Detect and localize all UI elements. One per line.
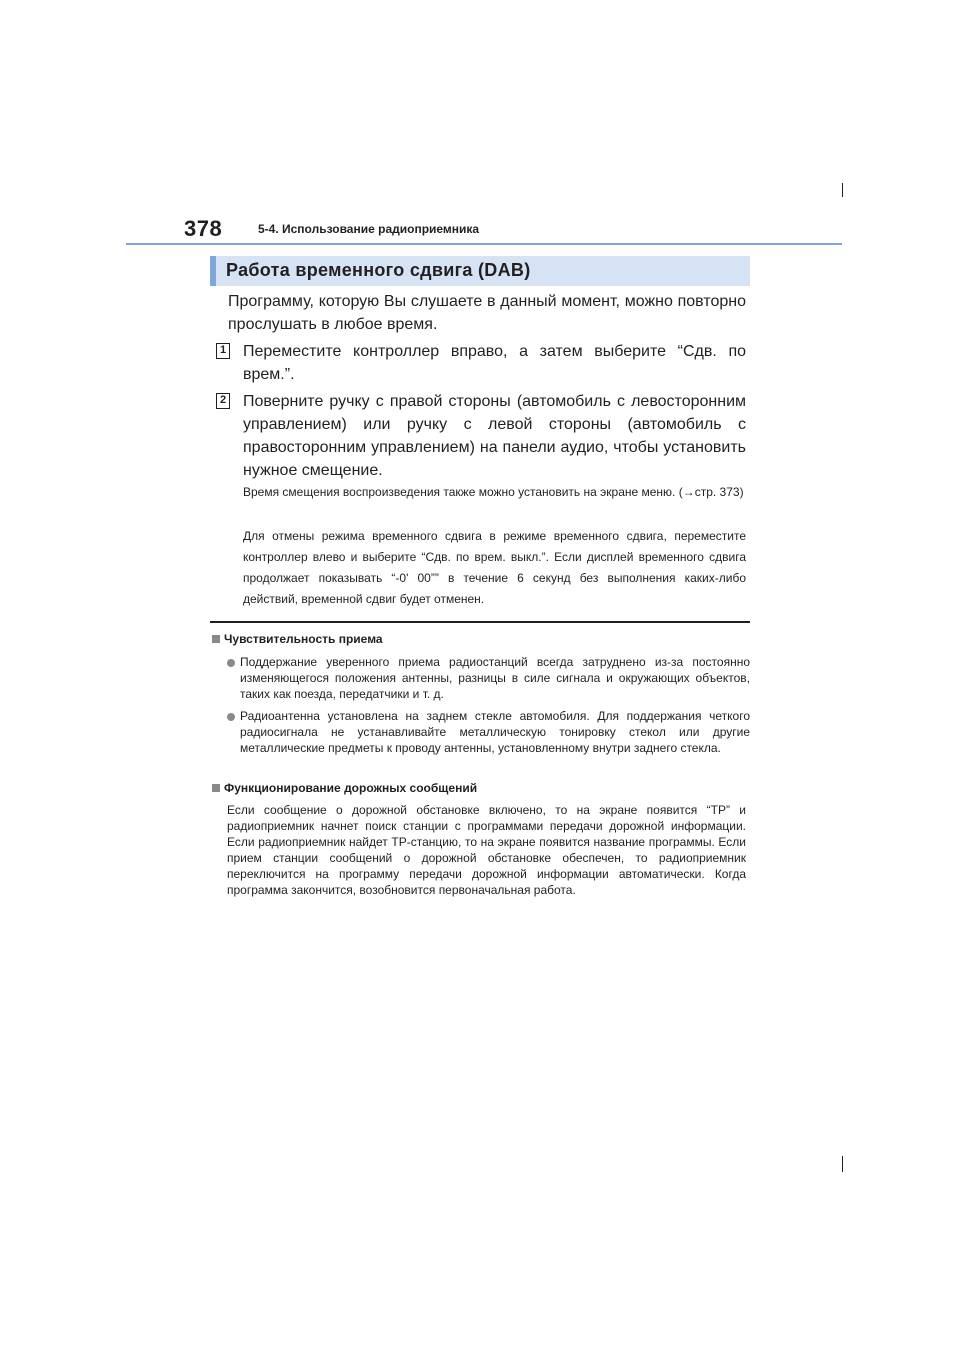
circle-bullet-icon (227, 659, 235, 667)
reception-bullet-2: Радиоантенна установлена на заднем стекле автомобиля. Для поддержания четкого радиосигнала не устанавливайте металлическую тонировку стекол или другие металлические предметы к проводу антенны, установленному внутри заднего стекла. (240, 709, 750, 755)
step-2-text: Поверните ручку с правой стороны (автомобиль с левосторонним управлением) или ручку с левой стороны (автомобиль с правосторонним управлением) на панели аудио, чтобы установить нужное смещение. (243, 393, 746, 479)
intro-paragraph: Программу, которую Вы слушаете в данный момент, можно повторно прослушать в любое время. (228, 293, 746, 333)
step-1-text: Переместите контроллер вправо, а затем выберите “Сдв. по врем.”. (243, 343, 746, 383)
crop-mark-top-right (842, 183, 843, 197)
square-bullet-icon (212, 635, 220, 643)
subheading-traffic (212, 780, 477, 796)
step-number-1: 1 (216, 343, 230, 359)
subheading-reception-label: Чувствительность приема (224, 632, 383, 646)
step-number-2: 2 (216, 393, 230, 409)
crop-mark-bottom-right (842, 1156, 843, 1172)
section-header (210, 256, 750, 286)
header-section-title: 5-4. Использование радиоприемника (258, 222, 480, 236)
reception-bullet-1: Поддержание уверенного приема радиостанций всегда затруднено из-за постоянно изменяющегося положения антенны, разницы в силе сигнала и окружающих объектов, таких как поезда, передатчики и т. д. (240, 655, 750, 701)
header-rule (126, 243, 842, 245)
note-cancel-timeshift: Для отмены режима временного сдвига в режиме временного сдвига, переместите контроллер влево и выберите “Сдв. по врем. выкл.”. Если дисплей временного сдвига продолжает показывать “-0' 00”” в течение 6 секунд без выполнения каких-либо действий, временной сдвиг будет отменен. (243, 529, 746, 606)
traffic-paragraph: Если сообщение о дорожной обстановке включено, то на экране появится “TP” и радиоприемник начнет поиск станции с программами передачи дорожной информации. Если радиоприемник найдет TP-станцию, то на экране появится название программы. Если прием станции сообщений о дорожной обстановке обеспечен, то радиоприемник переключится на программу передачи дорожной информации автоматически. Когда программа закончится, возобновится первоначальная работа. (227, 803, 746, 897)
page-number: 378 (184, 216, 223, 241)
square-bullet-icon (212, 784, 220, 792)
subheading-reception (212, 631, 383, 647)
subheading-traffic-label: Функционирование дорожных сообщений (224, 781, 478, 795)
note-time-offset: Время смещения воспроизведения также можно установить на экране меню. (→стр. 373) (243, 485, 744, 499)
section-title: Работа временного сдвига (DAB) (226, 260, 531, 280)
circle-bullet-icon (227, 713, 235, 721)
section-divider (210, 621, 750, 623)
